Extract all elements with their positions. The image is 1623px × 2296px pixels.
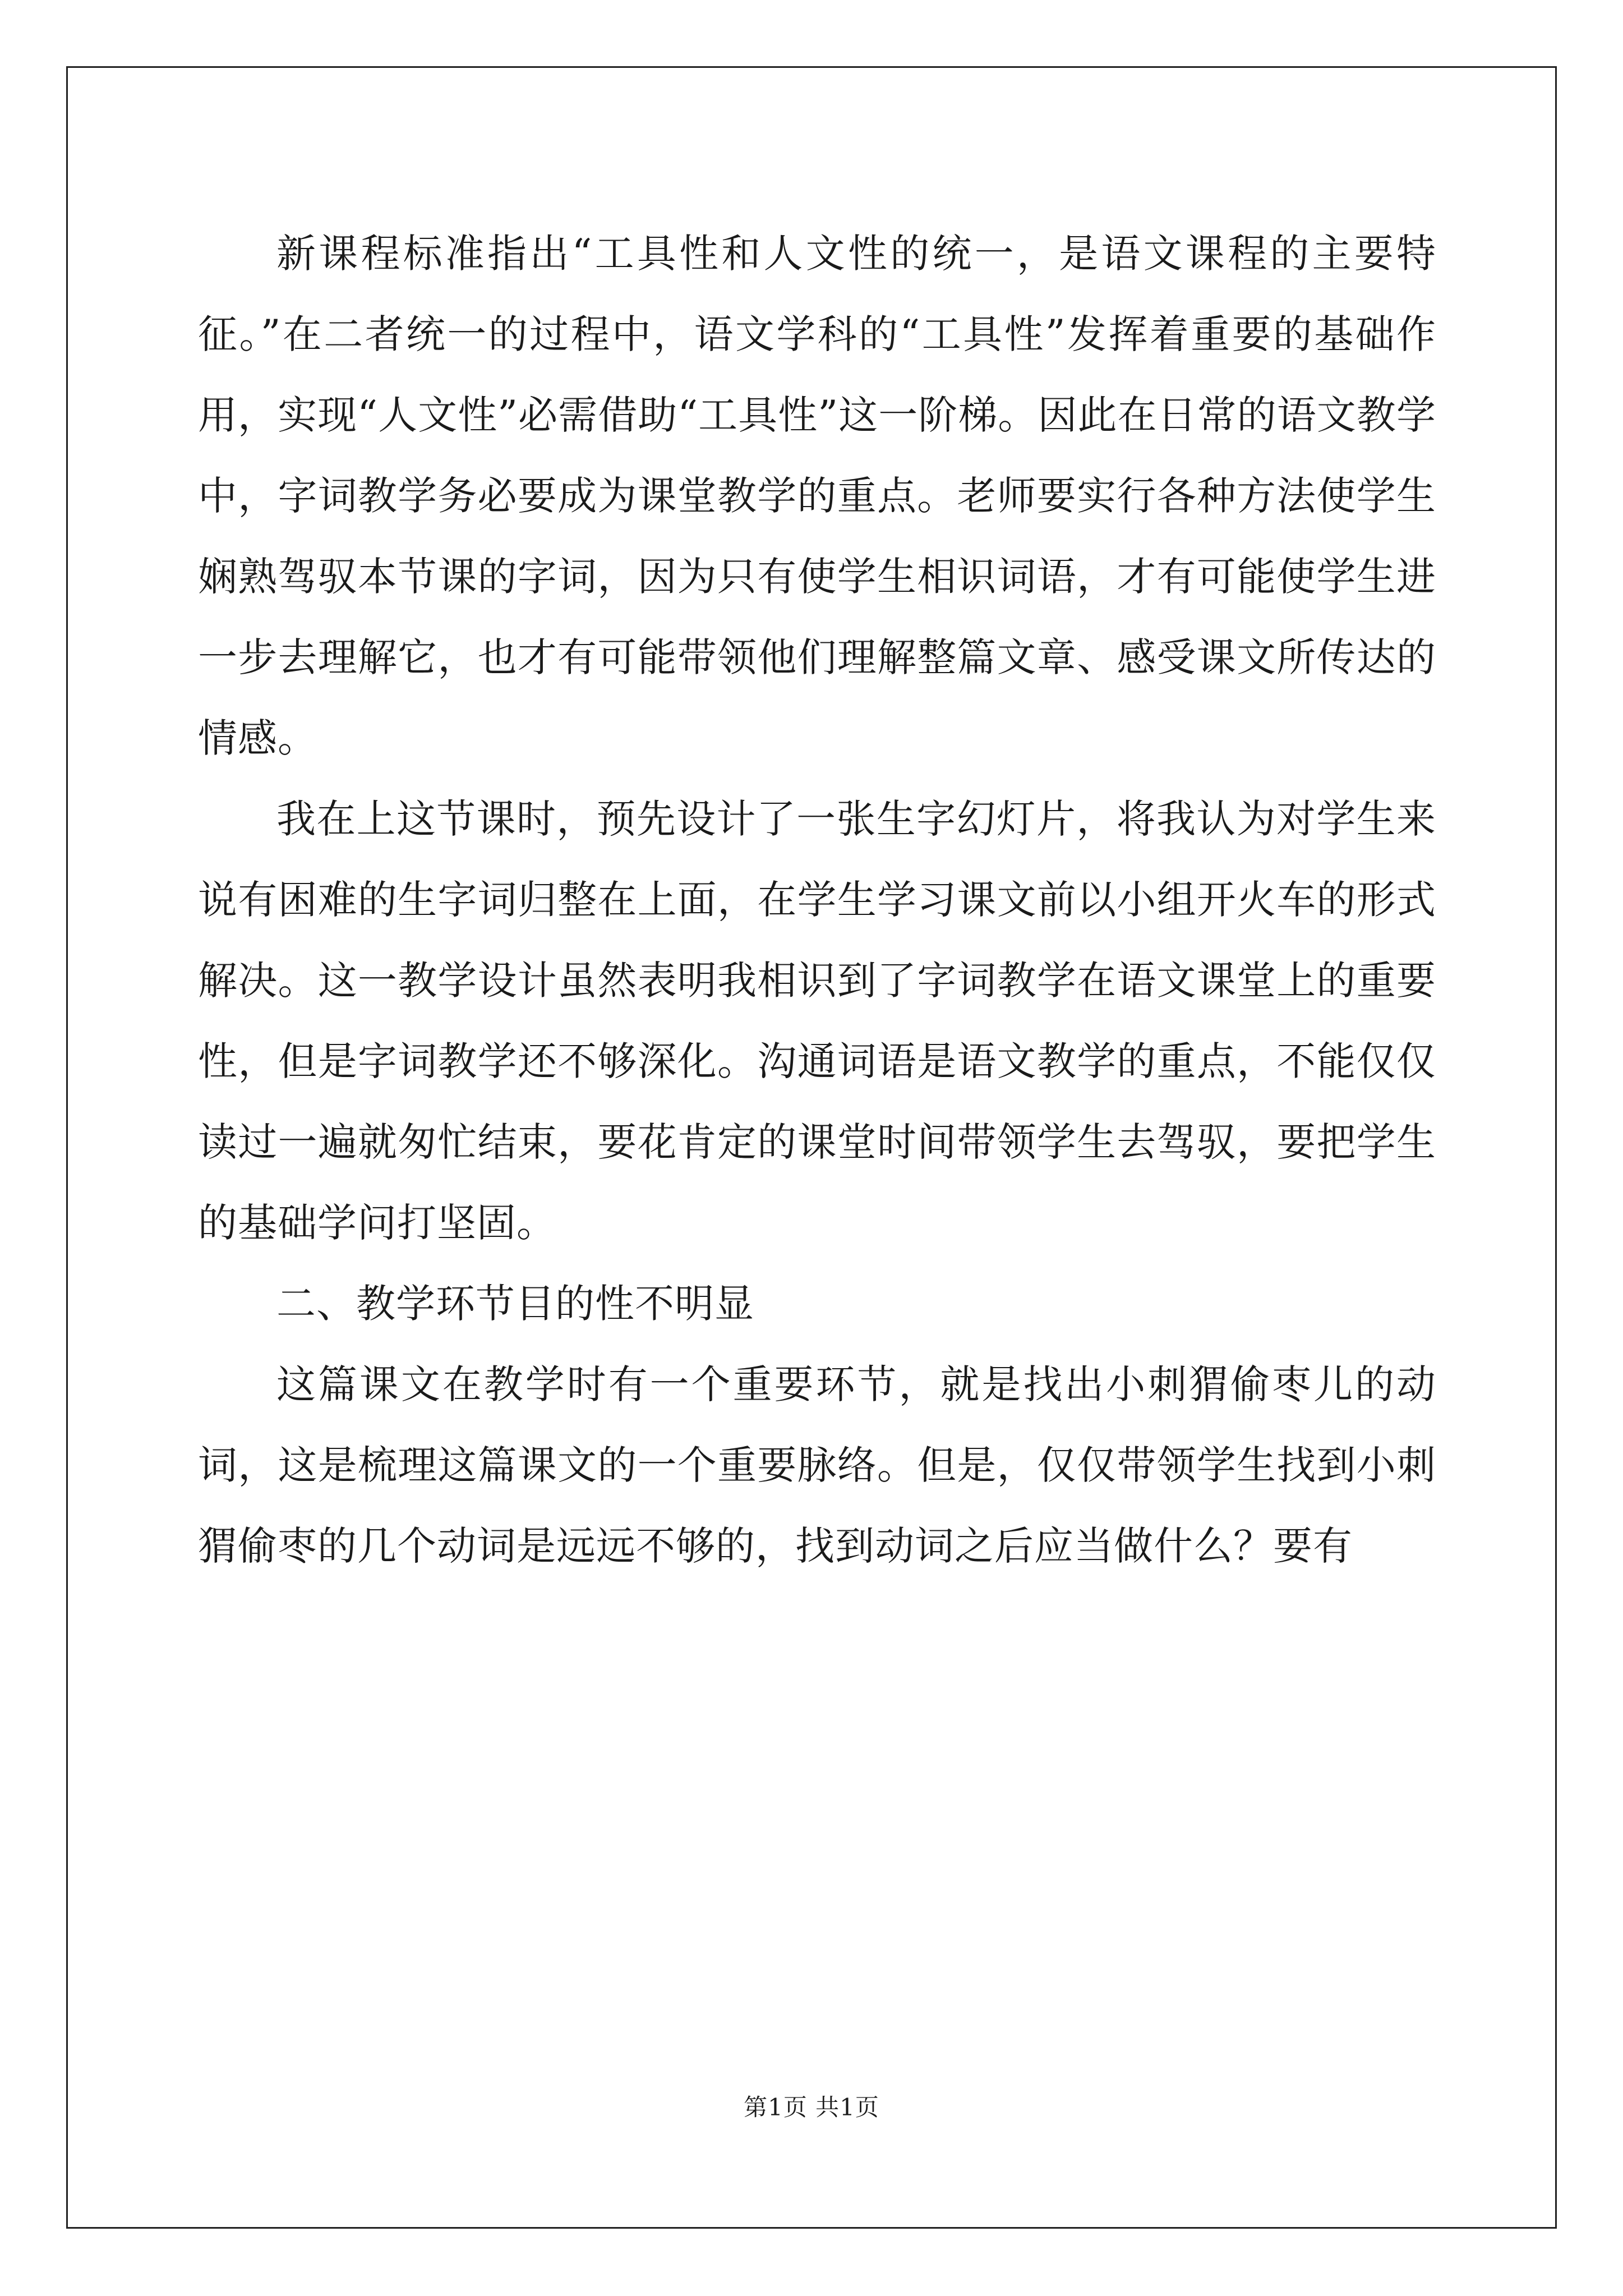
section-heading: 二、教学环节目的性不明显 xyxy=(276,1281,754,1327)
paragraph-3: 这篇课文在教学时有一个重要环节，就是找出小刺猬偷枣儿的动词，这是梳理这篇课文的一个重要脉络。但是，仅仅带领学生找到小刺猬偷枣的几个动词是远远不够的，找到动词之后应当做什么？要有 xyxy=(198,1361,1436,1569)
paragraph-2: 我在上这节课时，预先设计了一张生字幻灯片，将我认为对学生来说有困难的生字词归整在上面，在学生学习课文前以小组开火车的形式解决。这一教学设计虽然表明我相识到了字词教学在语文课堂上的重要性，但是字词教学还不够深化。沟通词语是语文教学的重点，不能仅仅读过一遍就匆忙结束，要花肯定的课堂时间带领学生去驾驭，要把学生的基础学问打坚固。 xyxy=(198,796,1436,1246)
paragraph-1: 新课程标准指出“工具性和人文性的统一，是语文课程的主要特征。”在二者统一的过程中，语文学科的“工具性”发挥着重要的基础作用，实现“人文性”必需借助“工具性”这一阶梯。因此在日常的语文教学中，字词教学务必要成为课堂教学的重点。老师要实行各种方法使学生娴熟驾驭本节课的字词，因为只有使学生相识词语，才有可能使学生进一步去理解它，也才有可能带领他们理解整篇文章、感受课文所传达的情感。 xyxy=(198,231,1436,761)
document-body xyxy=(198,213,1436,1586)
page-footer: 第1页 共1页 xyxy=(744,2093,879,2121)
